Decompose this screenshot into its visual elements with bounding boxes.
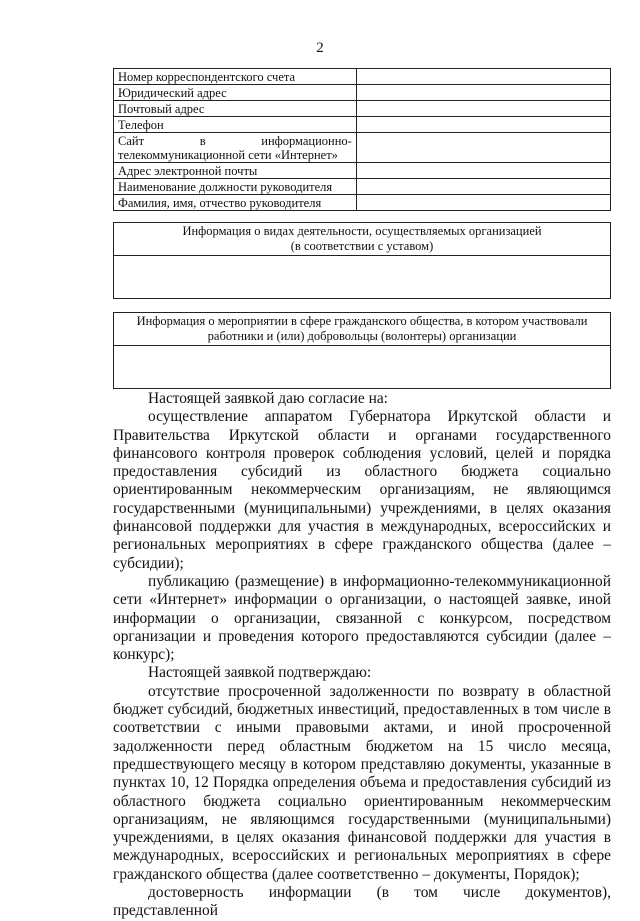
- row-value: [356, 195, 610, 211]
- table-row: [114, 195, 611, 211]
- row-label: Номер корреспондентского счета: [114, 69, 357, 85]
- activities-heading-line1: Информация о видах деятельности, осуществляемых организацией: [182, 224, 542, 238]
- row-label: Почтовый адрес: [114, 101, 357, 117]
- row-value: [356, 85, 610, 101]
- activities-box: [113, 222, 611, 299]
- row-value: [356, 179, 610, 195]
- table-row: [114, 133, 611, 163]
- row-value: [356, 101, 610, 117]
- confirm-item-accuracy: достоверность информации (в том числе документов), представленной: [113, 884, 611, 920]
- events-box: [113, 312, 611, 389]
- table-row: [114, 101, 611, 117]
- row-value: [356, 69, 610, 85]
- activities-heading-line2: (в соответствии с уставом): [290, 239, 434, 253]
- table-row: [114, 69, 611, 85]
- site-preposition: в: [199, 134, 206, 148]
- row-label: Телефон: [114, 117, 357, 133]
- requisites-table: [113, 68, 611, 211]
- consent-intro: Настоящей заявкой даю согласие на:: [148, 390, 388, 407]
- page-number: 2: [316, 40, 324, 56]
- events-heading: [114, 313, 611, 346]
- row-label: Наименование должности руководителя: [114, 179, 357, 195]
- confirm-item-no-debt: отсутствие просроченной задолженности по возврату в областной бюджет субсидий, бюджетных инвестиций, предоставленных в том числе в соответствии с иными правовыми актами, и иной просроченной задолженности перед областным бюджетом на 15 число месяца, предшествующего месяцу в котором представляю документы, указанные в пунктах 10, 12 Порядка определения объема и предоставления субсидий из областного бюджета социально ориентированным некоммерческим организациям, не являющимся государственными (муниципальными) учреждениями, в целях оказания финансовой поддержки для участия в международных, всероссийских и региональных мероприятиях в сфере гражданского общества (далее соответственно – документы, Порядок);: [113, 682, 611, 883]
- row-label: Фамилия, имя, отчество руководителя: [114, 195, 357, 211]
- consent-item-publication: публикацию (размещение) в информационно-телекоммуникационной сети «Интернет» информации о организации, о настоящей заявке, иной информации о организации, связанной с конкурсом, посредством организации и проведения которого предоставляются субсидии (далее – конкурс);: [113, 572, 611, 664]
- row-value: [356, 133, 610, 163]
- site-hyphen-word: информационно-: [261, 134, 352, 148]
- consent-item-audit: осуществление аппаратом Губернатора Иркутской области и Правительства Иркутской области и органами государственного финансового контроля проверок соблюдения условий, целей и порядка предоставления субсидий из областного бюджета социально ориентированным некоммерческим организациям, не являющимся государственными (муниципальными) учреждениями, в целях оказания финансовой поддержки для участия в международных, всероссийских и региональных мероприятиях в сфере гражданского общества (далее – субсидии);: [113, 408, 611, 572]
- activities-content: [114, 256, 611, 299]
- consent-text: [113, 390, 611, 921]
- events-heading-line2: работники и (или) добровольцы (волонтеры) организации: [207, 329, 517, 343]
- table-row: [114, 179, 611, 195]
- row-value: [356, 163, 610, 179]
- row-label: Адрес электронной почты: [114, 163, 357, 179]
- table-row: [114, 163, 611, 179]
- events-heading-line1: Информация о мероприятии в сфере гражданского общества, в котором участвовали: [136, 314, 588, 328]
- activities-heading: [114, 223, 611, 256]
- table-row: [114, 85, 611, 101]
- confirm-intro: Настоящей заявкой подтверждаю:: [148, 664, 372, 682]
- events-content: [114, 346, 611, 389]
- site-word: Сайт: [118, 134, 145, 148]
- site-line2: телекоммуникационной сети «Интернет»: [118, 148, 338, 162]
- row-label: Юридический адрес: [114, 85, 357, 101]
- table-row: [114, 117, 611, 133]
- row-value: [356, 117, 610, 133]
- row-label-site: [114, 133, 357, 163]
